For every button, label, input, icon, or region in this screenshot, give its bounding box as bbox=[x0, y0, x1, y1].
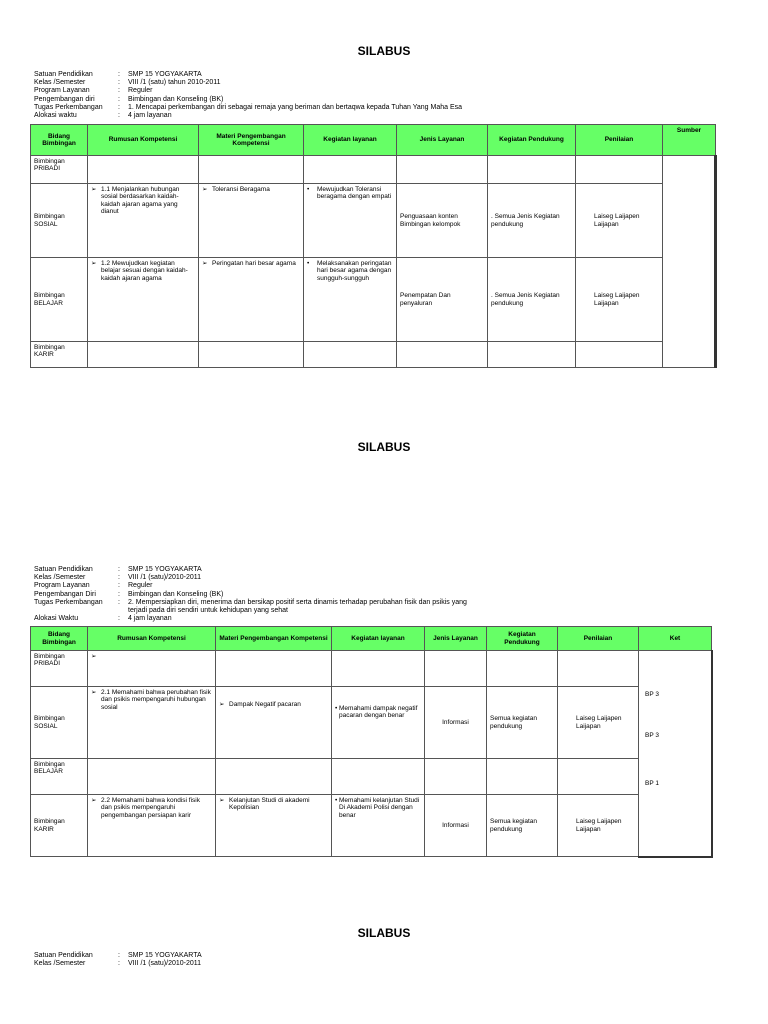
info-label: Alokasi Waktu bbox=[34, 615, 79, 623]
ket-value: BP 3 bbox=[645, 691, 659, 698]
info-value: 1. Mencapai perkembangan diri sebagai remaja yang beriman dan bertaqwa kepada Tuhan Yang Maha Esa bbox=[128, 103, 463, 111]
info-value: SMP 15 YOGYAKARTA bbox=[128, 952, 202, 959]
column-header: Rumusan Kompetensi bbox=[88, 125, 199, 156]
info-label: Pengembangan diri bbox=[34, 95, 95, 103]
column-header: Penilaian bbox=[576, 125, 663, 156]
info-value: VIII /1 (satu)/2010-2011 bbox=[128, 574, 202, 582]
syllabus-table-2 bbox=[30, 626, 713, 858]
column-header: Materi Pengembangan Kompetensi bbox=[216, 627, 332, 651]
column-header: Kegiatan layanan bbox=[332, 627, 425, 651]
table-row bbox=[31, 342, 716, 368]
table-row: Bimbingan SOSIAL ➢ 2.1 Memahami bahwa perubahan fisik dan psikis mempengaruhi hubungan sosial ➢ Dampak Negatif pacaran • Memahami dampak negatif pacaran dengan benar Informasi Semua kegiatan pendukung Laiseg Laijapen Laijapan bbox=[31, 687, 712, 759]
info-label: Kelas /Semester bbox=[34, 960, 86, 968]
rumusan-text: 2.2 Memahami bahwa kondisi fisik dan psikis mempengaruhi pengembangan persiapan karir bbox=[101, 797, 200, 819]
page-title: SILABUS bbox=[357, 440, 411, 454]
kegiatan-text: Memahami dampak negatif pacaran dengan benar bbox=[339, 705, 418, 720]
column-header: Kegiatan Pendukung bbox=[488, 125, 576, 156]
info-value: 4 jam layanan bbox=[128, 111, 172, 119]
column-header: Jenis Layanan bbox=[397, 125, 488, 156]
bidang-cell: Bimbingan PRIBADI bbox=[31, 651, 88, 687]
column-header: Kegiatan Pendukung bbox=[487, 627, 558, 651]
info-label: Program Layanan bbox=[34, 87, 90, 95]
syllabus-table-1 bbox=[30, 124, 717, 368]
table-row: Bimbingan KARIR ➢ 2.2 Memahami bahwa kondisi fisik dan psikis mempengaruhi pengembangan persiapan karir ➢ Kelanjutan Studi di akademi Kepolisian • Memahami kelanjutan Studi Di Akademi Polisi dengan benar Informasi Semua kegiatan pendukung Laiseg Laijapen Laijapan bbox=[31, 795, 712, 857]
info-label: Kelas /Semester bbox=[34, 79, 86, 87]
info-value: VIII /1 (satu) tahun 2010-2011 bbox=[128, 79, 221, 87]
info-value: 4 jam layanan bbox=[128, 615, 172, 623]
column-header: Kegiatan layanan bbox=[304, 125, 397, 156]
table-row: Bimbingan BELAJAR ➢ 1.2 Mewujudkan kegiatan belajar sesuai dengan kaidah-kaidah ajaran agama ➢ Peringatan hari besar agama • Melaksanakan peringatan hari besar agama dengan sungguh-sungguh Penempatan Dan penyaluran . Semua Jenis Kegiatan pendukung Laiseg Laijapen Laijapan bbox=[31, 258, 716, 342]
column-header: Bidang Bimbingan bbox=[31, 627, 88, 651]
table-row: Bimbingan PRIBADI ➢ BP 3 BP 3 BP 1 bbox=[31, 651, 712, 687]
table-row bbox=[31, 759, 712, 795]
info-label: Program Layanan bbox=[34, 582, 90, 590]
pendukung-cell: . Semua Jenis Kegiatan pendukung bbox=[488, 184, 576, 258]
info-label: Tugas Perkembangan bbox=[34, 598, 103, 606]
info-value: Reguler bbox=[128, 582, 153, 590]
info-label: Satuan Pendidikan bbox=[34, 71, 93, 78]
info-label: Tugas Perkembangan bbox=[34, 103, 103, 111]
ket-cell bbox=[639, 651, 712, 857]
rumusan-text: 1.2 Mewujudkan kegiatan belajar sesuai dengan kaidah-kaidah ajaran agama bbox=[101, 260, 188, 282]
bidang-cell: Bimbingan SOSIAL bbox=[31, 687, 88, 759]
jenis-cell: Penguasaan konten Bimbingan kelompok bbox=[397, 184, 488, 258]
column-header: Materi Pengembangan Kompetensi bbox=[199, 125, 304, 156]
ket-value: BP 3 bbox=[645, 732, 659, 740]
kegiatan-text: Melaksanakan peringatan hari besar agama dengan sungguh-sungguh bbox=[317, 260, 392, 282]
bidang-cell: Bimbingan KARIR bbox=[31, 795, 88, 857]
jenis-cell: Penempatan Dan penyaluran bbox=[397, 258, 488, 342]
kegiatan-text: Mewujudkan Toleransi beragama dengan empati bbox=[317, 186, 392, 201]
syllabus-info: Satuan Pendidikan : SMP 15 YOGYAKARTA Kelas /Semester : VIII /1 (satu)/2010-2011 Program Layanan : Reguler Pengembangan Diri : Bimbingan dan Konseling (BK) Tugas Perkembangan : 2. Mempersiapkan diri, menerima dan bersikap positif serta dinamis terhadap perubahan fisik dan psikis yang terjadi pada diri sendiri untuk kehidupan yang sehat Alokasi Waktu : 4 jam layanan bbox=[34, 566, 467, 623]
info-value: VIII /1 (satu)/2010-2011 bbox=[128, 960, 202, 968]
bidang-cell: Bimbingan BELAJAR bbox=[31, 759, 88, 795]
info-value: Bimbingan dan Konseling (BK) bbox=[128, 590, 224, 598]
materi-text: Dampak Negatif pacaran bbox=[229, 701, 301, 708]
info-value: Bimbingan dan Konseling (BK) bbox=[128, 95, 224, 103]
kegiatan-text: Memahami kelanjutan Studi Di Akademi Polisi dengan benar bbox=[339, 797, 420, 819]
pendukung-cell: Semua kegiatan pendukung bbox=[487, 687, 558, 759]
syllabus-info: Satuan Pendidikan : SMP 15 YOGYAKARTA Kelas /Semester : VIII /1 (satu) tahun 2010-2011 Program Layanan : Reguler Pengembangan diri : Bimbingan dan Konseling (BK) Tugas Perkembangan : 1. Mencapai perkembangan diri sebagai remaja yang beriman dan bertaqwa kepada Tuhan Yang Maha Esa Alokasi waktu : 4 jam layanan bbox=[34, 71, 463, 119]
page-title: SILABUS bbox=[357, 926, 411, 940]
info-label: Alokasi waktu bbox=[34, 111, 77, 119]
materi-text: Peringatan hari besar agama bbox=[212, 260, 296, 267]
column-header: Jenis Layanan bbox=[425, 627, 487, 651]
column-header: Ket bbox=[639, 627, 712, 651]
page-title: SILABUS bbox=[357, 44, 411, 58]
column-header: Sumber bbox=[663, 125, 716, 156]
info-label: Satuan Pendidikan bbox=[34, 952, 93, 959]
penilaian-cell: Laiseg Laijapen Laijapan bbox=[558, 687, 639, 759]
jenis-cell: Informasi bbox=[425, 795, 487, 857]
rumusan-text: 1.1 Menjalankan hubungan sosial berdasarkan kaidah-kaidah ajaran agama yang dianut bbox=[101, 186, 180, 216]
bidang-cell: Bimbingan KARIR bbox=[31, 342, 88, 368]
info-value: Reguler bbox=[128, 87, 153, 95]
pendukung-cell: . Semua Jenis Kegiatan pendukung bbox=[488, 258, 576, 342]
table-row: Bimbingan SOSIAL ➢ 1.1 Menjalankan hubungan sosial berdasarkan kaidah-kaidah ajaran agama yang dianut ➢ Toleransi Beragama • Mewujudkan Toleransi beragama dengan empati Penguasaan konten Bimbingan kelompok . Semua Jenis Kegiatan pendukung Laiseg Laijapen Laijapan bbox=[31, 184, 716, 258]
info-value: SMP 15 YOGYAKARTA bbox=[128, 566, 202, 573]
penilaian-cell: Laiseg Laijapen Laijapan bbox=[576, 184, 663, 258]
bidang-cell: Bimbingan SOSIAL bbox=[31, 184, 88, 258]
materi-text: Kelanjutan Studi di akademi Kepolisian bbox=[229, 797, 310, 812]
sumber-cell bbox=[663, 156, 716, 368]
info-value: 2. Mempersiapkan diri, menerima dan bersikap positif serta dinamis terhadap perubahan fisik dan psikis yang bbox=[128, 598, 467, 606]
jenis-cell: Informasi bbox=[425, 687, 487, 759]
syllabus-info: Satuan Pendidikan : SMP 15 YOGYAKARTA Kelas /Semester : VIII /1 (satu)/2010-2011 bbox=[34, 952, 202, 968]
bidang-cell: Bimbingan PRIBADI bbox=[31, 156, 88, 184]
info-label: Satuan Pendidikan bbox=[34, 566, 93, 573]
pendukung-cell: Semua kegiatan pendukung bbox=[487, 795, 558, 857]
penilaian-cell: Laiseg Laijapen Laijapan bbox=[558, 795, 639, 857]
column-header: Penilaian bbox=[558, 627, 639, 651]
table-row bbox=[31, 156, 716, 184]
column-header: Rumusan Kompetensi bbox=[88, 627, 216, 651]
info-value: terjadi pada diri sendiri untuk kehidupan yang sehat bbox=[128, 606, 288, 614]
info-label: Pengembangan Diri bbox=[34, 590, 96, 598]
rumusan-text: 2.1 Memahami bahwa perubahan fisik dan psikis mempengaruhi hubungan sosial bbox=[101, 689, 211, 711]
penilaian-cell: Laiseg Laijapen Laijapan bbox=[576, 258, 663, 342]
ket-value: BP 1 bbox=[645, 779, 659, 787]
info-label: Kelas /Semester bbox=[34, 574, 86, 582]
bidang-cell: Bimbingan BELAJAR bbox=[31, 258, 88, 342]
info-value: SMP 15 YOGYAKARTA bbox=[128, 71, 202, 78]
column-header: Bidang Bimbingan bbox=[31, 125, 88, 156]
materi-text: Toleransi Beragama bbox=[212, 186, 270, 193]
